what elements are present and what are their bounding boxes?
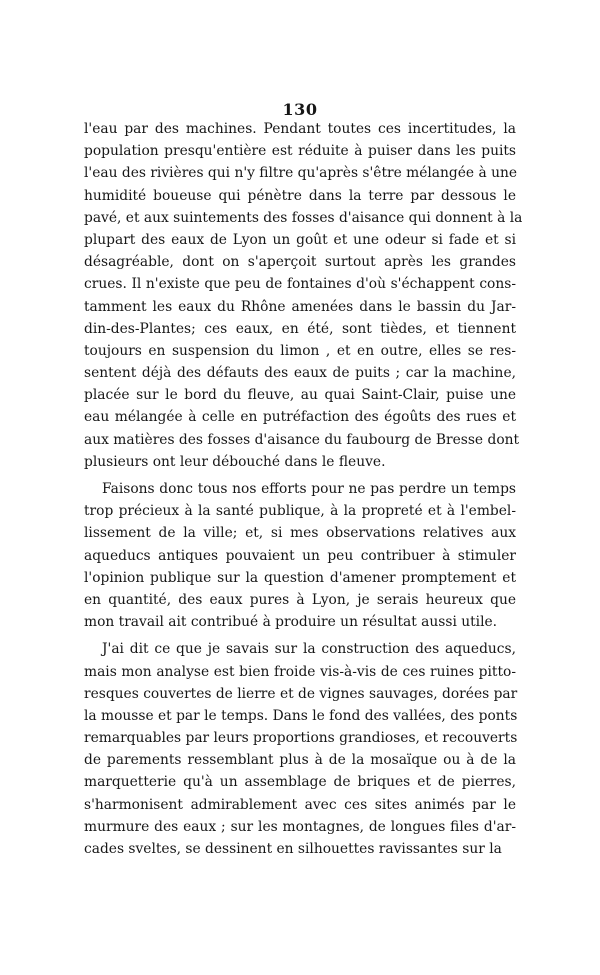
text-line: lissement de la ville; et, si mes observations relatives aux bbox=[84, 525, 516, 542]
text-line: mais mon analyse est bien froide vis-à-vis de ces ruines pitto- bbox=[84, 663, 516, 680]
text-line: en quantité, des eaux pures à Lyon, je serais heureux que bbox=[84, 591, 516, 608]
body-text bbox=[84, 118, 523, 860]
text-line: l'eau des rivières qui n'y filtre qu'après s'être mélangée à une bbox=[84, 165, 518, 182]
text-line: plupart des eaux de Lyon un goût et une odeur si fade et si bbox=[84, 231, 516, 248]
text-line: sentent déjà des défauts des eaux de puits ; car la machine, bbox=[84, 365, 516, 382]
text-line: mon travail ait contribué à produire un résultat aussi utile. bbox=[84, 614, 498, 631]
text-line: remarquables par leurs proportions grandioses, et recouverts bbox=[84, 730, 518, 747]
text-line: l'eau par des machines. Pendant toutes ces incertitudes, la bbox=[84, 121, 516, 137]
text-line: tamment les eaux du Rhône amenées dans le bassin du Jar- bbox=[84, 298, 516, 315]
text-line: plusieurs ont leur débouché dans le fleuve. bbox=[84, 453, 386, 470]
text-line: désagréable, dont on s'aperçoit surtout après les grandes bbox=[84, 254, 516, 271]
text-line: cades sveltes, se dessinent en silhouettes ravissantes sur la bbox=[84, 841, 502, 857]
paragraph bbox=[84, 638, 516, 860]
text-line: pavé, et aux suintements des fosses d'aisance qui donnent à la bbox=[84, 209, 523, 226]
text-line: de parements ressemblant plus à de la mosaïque ou à de la bbox=[84, 752, 516, 769]
text-line: s'harmonisent admirablement avec ces sites animés par le bbox=[84, 796, 516, 813]
text-line: l'opinion publique sur la question d'amener promptement et bbox=[84, 569, 516, 586]
text-line: eau mélangée à celle en putréfaction des égoûts des rues et bbox=[84, 409, 516, 426]
text-line: din-des-Plantes; ces eaux, en été, sont tièdes, et tiennent bbox=[84, 320, 516, 337]
page-number: 130 bbox=[282, 100, 318, 119]
text-line: la mousse et par le temps. Dans le fond des vallées, des ponts bbox=[84, 707, 518, 724]
text-line: population presqu'entière est réduite à puiser dans les puits bbox=[84, 143, 516, 160]
paragraph bbox=[84, 478, 516, 633]
text-line: toujours en suspension du limon , et en outre, elles se res- bbox=[84, 342, 516, 359]
text-line: marquetterie qu'à un assemblage de briques et de pierres, bbox=[84, 774, 516, 791]
text-line: Faisons donc tous nos efforts pour ne pas perdre un temps bbox=[102, 481, 516, 497]
text-line: crues. Il n'existe que peu de fontaines d'où s'échappent cons- bbox=[84, 276, 516, 293]
text-line: J'ai dit ce que je savais sur la construction des aqueducs, bbox=[102, 641, 516, 658]
text-line: murmure des eaux ; sur les montagnes, de longues files d'ar- bbox=[84, 818, 516, 835]
text-line: aux matières des fosses d'aisance du faubourg de Bresse dont bbox=[84, 431, 520, 448]
text-line: resques couvertes de lierre et de vignes sauvages, dorées par bbox=[84, 685, 518, 702]
text-line: humidité boueuse qui pénètre dans la terre par dessous le bbox=[84, 187, 516, 204]
paragraph bbox=[84, 118, 523, 473]
text-line: aqueducs antiques pouvaient un peu contribuer à stimuler bbox=[84, 547, 516, 564]
text-line: placée sur le bord du fleuve, au quai Saint-Clair, puise une bbox=[84, 387, 516, 404]
text-line: trop précieux à la santé publique, à la propreté et à l'embel- bbox=[84, 503, 516, 520]
